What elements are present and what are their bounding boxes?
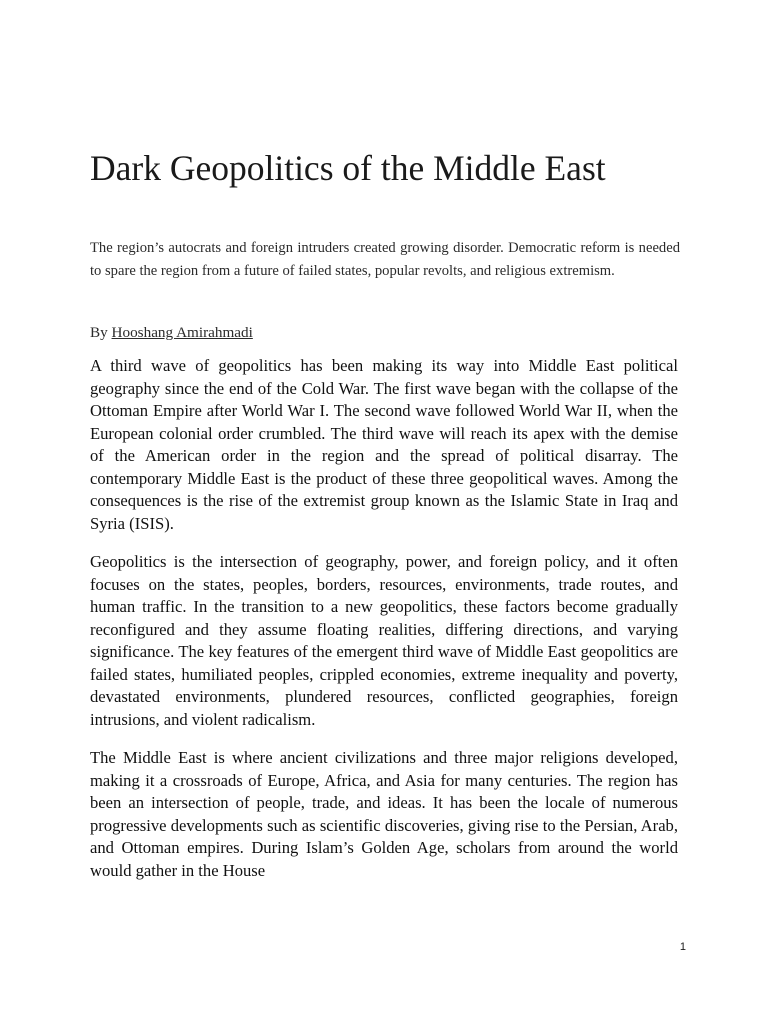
- byline: [90, 322, 253, 344]
- page-number: 1: [679, 941, 686, 953]
- article-subtitle: The region’s autocrats and foreign intruders created growing disorder. Democratic reform is needed to spare the region from a future of failed states, popular revolts, and religious extremism.: [90, 240, 680, 279]
- byline-prefix: By: [90, 324, 112, 341]
- page-title: Dark Geopolitics of the Middle East: [90, 148, 606, 188]
- body-paragraph-3: The Middle East is where ancient civilizations and three major religions developed, making it a crossroads of Europe, Africa, and Asia for many centuries. The region has been an intersection of people, trade, and ideas. It has been the locale of numerous progressive developments such as scientific discoveries, giving rise to the Persian, Arab, and Ottoman empires. During Islam’s Golden Age, scholars from around the world would gather in the House: [90, 748, 678, 880]
- body-paragraph-2: Geopolitics is the intersection of geography, power, and foreign policy, and it often focuses on the states, peoples, borders, resources, environments, trade routes, and human traffic. In the transition to a new geopolitics, these factors become gradually reconfigured and they assume floating realities, differing directions, and varying significance. The key features of the emergent third wave of Middle East geopolitics are failed states, humiliated peoples, crippled economies, extreme inequality and poverty, devastated environments, plundered resources, conflicted geographies, foreign intrusions, and violent radicalism.: [90, 552, 678, 729]
- author-link[interactable]: Hooshang Amirahmadi: [111, 324, 253, 341]
- body-paragraph-1: A third wave of geopolitics has been making its way into Middle East political geography since the end of the Cold War. The first wave began with the collapse of the Ottoman Empire after World War I. The second wave followed World War II, when the European colonial order crumbled. The third wave will reach its apex with the demise of the American order in the region and the spread of political disarray. The contemporary Middle East is the product of these three geopolitical waves. Among the consequences is the rise of the extremist group known as the Islamic State in Iraq and Syria (ISIS).: [90, 356, 678, 533]
